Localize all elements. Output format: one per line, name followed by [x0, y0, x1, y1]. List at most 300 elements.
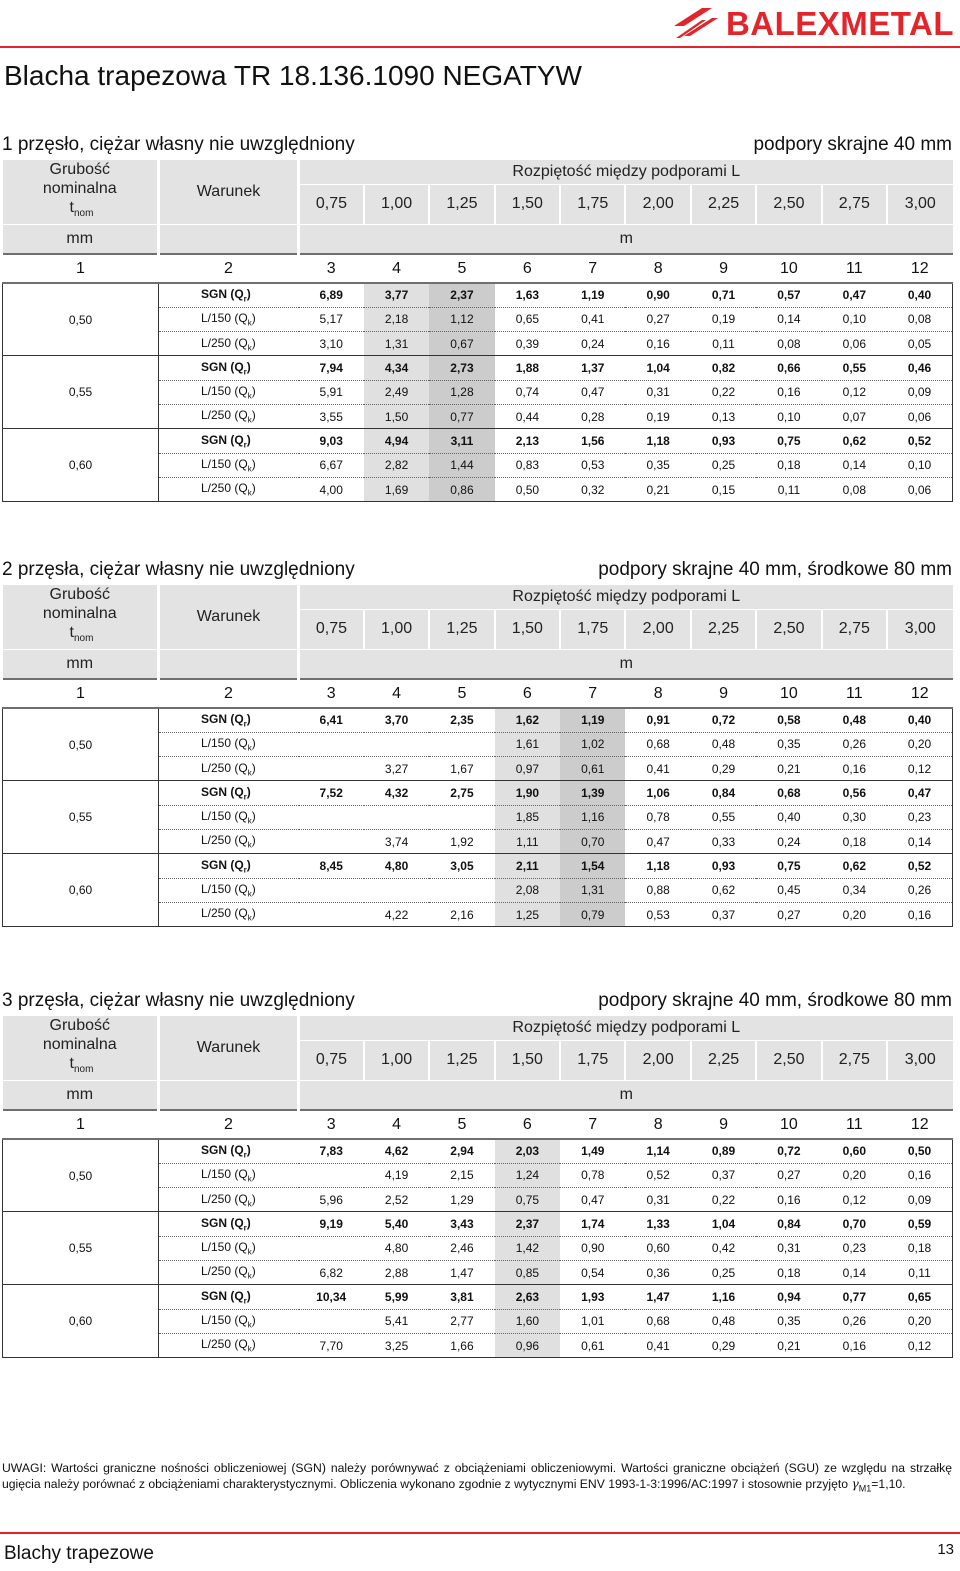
table-cell: 1,28 [429, 380, 494, 404]
table-cell: 0,45 [756, 878, 821, 902]
table-cell: 1,24 [495, 1163, 560, 1187]
condition-text: SGN (Q [201, 432, 244, 447]
section-title: 2 przęsła, ciężar własny nie uwzględniony [2, 559, 355, 580]
table-cell: 1,56 [560, 429, 625, 453]
column-numbers-row [3, 1110, 953, 1139]
table-cell: 0,60 [822, 1139, 887, 1163]
table-cell: 0,10 [887, 453, 953, 477]
table-cell: 1,16 [691, 1285, 756, 1309]
table-cell [429, 732, 494, 756]
table-cell: 10,34 [299, 1285, 364, 1309]
condition-text: L/150 (Q [201, 384, 248, 399]
unit-m: m [299, 1080, 953, 1110]
span-value: 1,00 [364, 184, 429, 224]
header-tnom [3, 198, 158, 223]
table-cell: 0,56 [822, 781, 887, 805]
table-cell: 0,40 [887, 708, 953, 732]
condition-label [159, 1188, 299, 1212]
span-value: 2,50 [756, 184, 821, 224]
table-cell: 0,16 [822, 757, 887, 781]
column-number: 2 [159, 679, 299, 708]
condition-sub: k [247, 488, 252, 498]
table-cell: 0,37 [691, 1163, 756, 1187]
table-cell: 2,16 [429, 902, 494, 926]
table-cell: 3,74 [364, 829, 429, 853]
condition-sub: k [247, 415, 252, 425]
table-cell: 1,88 [495, 356, 560, 380]
condition-label [159, 1285, 299, 1309]
table-cell: 0,93 [691, 429, 756, 453]
condition-text: L/250 (Q [201, 481, 248, 496]
condition-label [159, 757, 299, 781]
condition-label [159, 854, 299, 878]
condition-sub: k [247, 318, 252, 328]
column-number: 8 [625, 254, 690, 283]
table-cell: 4,00 [299, 477, 364, 501]
column-number: 10 [756, 254, 821, 283]
table-cell: 0,34 [822, 878, 887, 902]
condition-sub: k [247, 1247, 252, 1257]
table-cell: 0,89 [691, 1139, 756, 1163]
table-cell: 0,31 [625, 1188, 690, 1212]
table-cell: 1,63 [495, 283, 560, 307]
table-cell: 0,14 [756, 307, 821, 331]
column-number: 12 [887, 1110, 953, 1139]
condition-text: L/150 (Q [201, 1240, 248, 1255]
table-cell: 0,41 [625, 757, 690, 781]
condition-label [159, 283, 299, 307]
table-cell: 1,61 [495, 732, 560, 756]
condition-end: ) [246, 1143, 251, 1158]
table-cell: 2,63 [495, 1285, 560, 1309]
table-cell: 1,50 [364, 404, 429, 428]
table-cell: 0,08 [822, 477, 887, 501]
condition-sub: k [247, 1344, 252, 1354]
table-cell [364, 805, 429, 829]
condition-text: L/150 (Q [201, 809, 248, 824]
column-number: 10 [756, 679, 821, 708]
unit-blank [159, 649, 299, 679]
table-cell: 1,44 [429, 453, 494, 477]
span-value: 0,75 [299, 1040, 364, 1080]
table-row [3, 356, 953, 380]
header-nominalna: nominalna [42, 180, 117, 198]
unit-row [3, 649, 953, 679]
column-number: 1 [3, 679, 159, 708]
table-cell: 3,10 [299, 332, 364, 356]
condition-label [159, 1139, 299, 1163]
thickness-header [3, 160, 159, 224]
header-tnom [3, 1054, 158, 1079]
table-cell: 0,31 [625, 380, 690, 404]
table-cell: 0,16 [822, 1333, 887, 1357]
table-cell: 2,03 [495, 1139, 560, 1163]
table-cell: 1,54 [560, 854, 625, 878]
table-cell: 1,39 [560, 781, 625, 805]
condition-sub: r [243, 294, 247, 304]
table-cell: 5,17 [299, 307, 364, 331]
condition-text: L/150 (Q [201, 311, 248, 326]
column-number: 5 [429, 1110, 494, 1139]
unit-row [3, 224, 953, 254]
table-cell: 0,93 [691, 854, 756, 878]
footer-title: Blachy trapezowe [4, 1543, 154, 1564]
table-cell: 2,75 [429, 781, 494, 805]
table-cell: 0,36 [625, 1260, 690, 1284]
table-cell: 0,14 [822, 453, 887, 477]
unit-mm: mm [3, 649, 159, 679]
table-cell: 0,91 [625, 708, 690, 732]
table-cell: 0,86 [429, 477, 494, 501]
table-cell: 5,96 [299, 1188, 364, 1212]
table-cell: 0,60 [625, 1236, 690, 1260]
table-cell: 0,52 [887, 429, 953, 453]
condition-label [159, 878, 299, 902]
table-cell: 4,32 [364, 781, 429, 805]
condition-end: ) [251, 384, 256, 399]
thickness-value: 0,60 [3, 1285, 159, 1358]
table-cell: 0,21 [625, 477, 690, 501]
table-cell: 1,33 [625, 1212, 690, 1236]
table-cell: 1,47 [429, 1260, 494, 1284]
table-cell: 6,82 [299, 1260, 364, 1284]
column-number: 11 [822, 254, 887, 283]
table-cell: 0,32 [560, 477, 625, 501]
table-cell: 8,45 [299, 854, 364, 878]
thickness-value: 0,60 [3, 429, 159, 502]
table-cell: 0,23 [887, 805, 953, 829]
page-title: Blacha trapezowa TR 18.136.1090 NEGATYW [4, 60, 582, 91]
condition-sub: k [247, 840, 252, 850]
condition-end: ) [246, 784, 251, 799]
table-cell: 0,90 [625, 283, 690, 307]
condition-text: SGN (Q [201, 359, 244, 374]
condition-sub: k [247, 767, 252, 777]
table-cell: 0,41 [625, 1333, 690, 1357]
condition-end: ) [251, 1167, 256, 1182]
table-cell: 5,99 [364, 1285, 429, 1309]
table-cell: 1,37 [560, 356, 625, 380]
condition-label [159, 477, 299, 501]
table-cell: 0,67 [429, 332, 494, 356]
table-cell [429, 878, 494, 902]
condition-text: SGN (Q [201, 1143, 244, 1158]
table-cell: 0,35 [756, 1309, 821, 1333]
condition-sub: r [243, 1296, 247, 1306]
span-header: Rozpiętość między podporami L [299, 1016, 953, 1040]
section-supports: podpory skrajne 40 mm, środkowe 80 mm [598, 990, 952, 1011]
condition-end: ) [251, 1337, 256, 1352]
span-value: 2,25 [691, 1040, 756, 1080]
table-cell: 0,18 [756, 1260, 821, 1284]
table-cell: 0,10 [822, 307, 887, 331]
table-cell: 1,85 [495, 805, 560, 829]
column-number: 4 [364, 1110, 429, 1139]
header-t: t [69, 624, 74, 642]
table-cell: 0,05 [887, 332, 953, 356]
table-cell: 9,03 [299, 429, 364, 453]
header-nominalna: nominalna [42, 1036, 117, 1054]
span-value: 1,50 [495, 1040, 560, 1080]
table-cell: 0,10 [756, 404, 821, 428]
span-value: 1,25 [429, 184, 494, 224]
column-number: 7 [560, 679, 625, 708]
span-value: 1,75 [560, 184, 625, 224]
table-cell [364, 878, 429, 902]
brand-logo [672, 4, 954, 42]
thickness-value: 0,55 [3, 781, 159, 854]
column-number: 1 [3, 1110, 159, 1139]
span-value: 2,00 [625, 1040, 690, 1080]
table-cell: 0,40 [887, 283, 953, 307]
header-row [3, 585, 953, 609]
span-value: 2,50 [756, 609, 821, 649]
condition-label [159, 332, 299, 356]
column-numbers-row [3, 679, 953, 708]
table-cell: 1,18 [625, 429, 690, 453]
condition-end: ) [251, 906, 256, 921]
table-cell: 0,94 [756, 1285, 821, 1309]
condition-sub: k [247, 889, 252, 899]
header-grubosc: Grubość [49, 161, 110, 179]
table-cell [364, 732, 429, 756]
table-cell: 3,55 [299, 404, 364, 428]
condition-text: L/150 (Q [201, 736, 248, 751]
thickness-value: 0,50 [3, 283, 159, 356]
section-1-span [2, 132, 952, 502]
table-cell: 0,66 [756, 356, 821, 380]
table-cell: 0,37 [691, 902, 756, 926]
table-cell: 0,13 [691, 404, 756, 428]
table-cell: 0,48 [691, 1309, 756, 1333]
condition-end: ) [246, 1215, 251, 1230]
table-cell: 0,16 [887, 1163, 953, 1187]
condition-sub: r [243, 367, 247, 377]
table-cell: 0,47 [560, 380, 625, 404]
table-cell: 3,05 [429, 854, 494, 878]
notes-text: UWAGI: Wartości graniczne nośności obliczeniowej (SGN) należy porównywać z obciążeniami obliczeniowymi. Wartości graniczne obciążeń (SGU) ze względu na strzałkę ugięcia należy porównać z obciążeniami charakterystycznymi. Obliczenia wykonano zgodnie z wytycznymi ENV 1993-1-3:1996/AC:1997 i stosownie przyjęto [2, 1461, 952, 1491]
condition-end: ) [251, 760, 256, 775]
table-cell: 2,18 [364, 307, 429, 331]
table-cell: 0,75 [756, 429, 821, 453]
table-cell: 0,75 [495, 1188, 560, 1212]
table-cell: 4,19 [364, 1163, 429, 1187]
table-cell: 1,25 [495, 902, 560, 926]
table-cell: 0,57 [756, 283, 821, 307]
condition-sub: k [247, 391, 252, 401]
condition-sub: k [247, 1271, 252, 1281]
table-cell: 0,20 [887, 732, 953, 756]
table-cell: 0,07 [822, 404, 887, 428]
table-cell: 0,82 [691, 356, 756, 380]
table-cell: 0,47 [822, 283, 887, 307]
condition-sub: k [247, 342, 252, 352]
table-cell: 0,58 [756, 708, 821, 732]
header-t: t [69, 199, 74, 217]
table-cell [299, 878, 364, 902]
table-cell: 0,23 [822, 1236, 887, 1260]
table-cell: 0,47 [560, 1188, 625, 1212]
condition-text: L/250 (Q [201, 1264, 248, 1279]
table-cell: 0,46 [887, 356, 953, 380]
table-cell: 0,50 [495, 477, 560, 501]
table-cell: 0,19 [691, 307, 756, 331]
span-value: 3,00 [887, 184, 953, 224]
condition-sub: k [247, 1320, 252, 1330]
condition-text: L/250 (Q [201, 833, 248, 848]
condition-header: Warunek [159, 585, 299, 649]
condition-label [159, 429, 299, 453]
gamma-subscript: M1 [858, 1483, 872, 1494]
table-cell: 1,67 [429, 757, 494, 781]
table-cell: 0,16 [625, 332, 690, 356]
condition-text: L/250 (Q [201, 408, 248, 423]
table-cell: 0,22 [691, 380, 756, 404]
condition-text: SGN (Q [201, 287, 244, 302]
table-cell: 0,29 [691, 757, 756, 781]
table-cell: 0,31 [756, 1236, 821, 1260]
table-cell [299, 805, 364, 829]
condition-header: Warunek [159, 160, 299, 224]
load-table [2, 585, 953, 927]
table-cell: 0,55 [691, 805, 756, 829]
table-cell: 3,77 [364, 283, 429, 307]
table-cell: 0,97 [495, 757, 560, 781]
condition-label [159, 902, 299, 926]
section-3-spans [2, 988, 952, 1358]
table-cell: 0,27 [756, 902, 821, 926]
condition-label [159, 404, 299, 428]
table-cell: 7,70 [299, 1333, 364, 1357]
column-number: 6 [495, 1110, 560, 1139]
condition-label [159, 1163, 299, 1187]
condition-label [159, 380, 299, 404]
column-number: 6 [495, 679, 560, 708]
table-cell: 2,37 [495, 1212, 560, 1236]
table-cell: 1,47 [625, 1285, 690, 1309]
condition-end: ) [246, 712, 251, 727]
column-number: 3 [299, 254, 364, 283]
table-cell: 0,09 [887, 380, 953, 404]
column-number: 3 [299, 679, 364, 708]
table-cell: 0,53 [560, 453, 625, 477]
table-cell: 2,88 [364, 1260, 429, 1284]
table-cell: 0,24 [560, 332, 625, 356]
condition-label [159, 1260, 299, 1284]
condition-sub: k [247, 913, 252, 923]
unit-blank [159, 224, 299, 254]
table-cell: 1,69 [364, 477, 429, 501]
table-cell: 0,62 [822, 429, 887, 453]
condition-text: SGN (Q [201, 857, 244, 872]
condition-sub: r [243, 792, 247, 802]
condition-sub: k [247, 743, 252, 753]
table-cell: 0,21 [756, 1333, 821, 1357]
table-cell: 0,90 [560, 1236, 625, 1260]
table-cell: 0,27 [625, 307, 690, 331]
column-number: 3 [299, 1110, 364, 1139]
table-cell: 3,43 [429, 1212, 494, 1236]
table-cell: 3,25 [364, 1333, 429, 1357]
table-cell: 1,31 [560, 878, 625, 902]
thickness-value: 0,60 [3, 854, 159, 927]
table-cell: 0,11 [691, 332, 756, 356]
condition-sub: r [243, 1150, 247, 1160]
footer-divider [0, 1532, 960, 1534]
table-cell: 0,18 [822, 829, 887, 853]
table-cell: 0,84 [691, 781, 756, 805]
column-number: 4 [364, 679, 429, 708]
thickness-value: 0,50 [3, 708, 159, 781]
header-grubosc: Grubość [49, 1017, 110, 1035]
table-cell: 0,35 [756, 732, 821, 756]
table-cell: 0,16 [756, 1188, 821, 1212]
condition-label [159, 1309, 299, 1333]
table-cell: 0,26 [887, 878, 953, 902]
table-cell: 1,66 [429, 1333, 494, 1357]
span-value: 1,75 [560, 609, 625, 649]
table-cell: 1,19 [560, 283, 625, 307]
table-cell: 0,68 [625, 732, 690, 756]
table-cell: 2,52 [364, 1188, 429, 1212]
table-cell: 1,04 [625, 356, 690, 380]
table-cell: 4,22 [364, 902, 429, 926]
span-value: 2,00 [625, 184, 690, 224]
condition-end: ) [246, 1288, 251, 1303]
balexmetal-logo-icon [672, 6, 720, 40]
unit-m: m [299, 649, 953, 679]
condition-text: L/150 (Q [201, 882, 248, 897]
table-cell: 0,78 [560, 1163, 625, 1187]
table-cell: 1,92 [429, 829, 494, 853]
table-cell: 1,01 [560, 1309, 625, 1333]
table-cell: 0,11 [756, 477, 821, 501]
column-number: 12 [887, 254, 953, 283]
table-cell: 0,96 [495, 1333, 560, 1357]
table-cell: 1,49 [560, 1139, 625, 1163]
table-cell: 0,12 [822, 380, 887, 404]
table-cell: 1,02 [560, 732, 625, 756]
span-value: 1,00 [364, 609, 429, 649]
span-value: 2,75 [822, 609, 887, 649]
condition-end: ) [246, 857, 251, 872]
column-number: 9 [691, 1110, 756, 1139]
table-cell: 0,83 [495, 453, 560, 477]
table-cell [299, 1163, 364, 1187]
table-cell: 0,68 [756, 781, 821, 805]
condition-end: ) [251, 736, 256, 751]
table-cell: 0,85 [495, 1260, 560, 1284]
condition-end: ) [251, 481, 256, 496]
table-cell: 0,06 [887, 404, 953, 428]
table-cell: 0,27 [756, 1163, 821, 1187]
column-number: 6 [495, 254, 560, 283]
condition-text: SGN (Q [201, 712, 244, 727]
header-row [3, 1016, 953, 1040]
table-cell: 9,19 [299, 1212, 364, 1236]
span-value: 2,25 [691, 609, 756, 649]
table-cell: 1,16 [560, 805, 625, 829]
thickness-value: 0,55 [3, 1212, 159, 1285]
table-cell: 4,94 [364, 429, 429, 453]
unit-m: m [299, 224, 953, 254]
condition-label [159, 829, 299, 853]
header-tnom [3, 623, 158, 648]
condition-end: ) [251, 1313, 256, 1328]
condition-end: ) [251, 1191, 256, 1206]
table-cell: 0,24 [756, 829, 821, 853]
table-cell: 0,14 [887, 829, 953, 853]
